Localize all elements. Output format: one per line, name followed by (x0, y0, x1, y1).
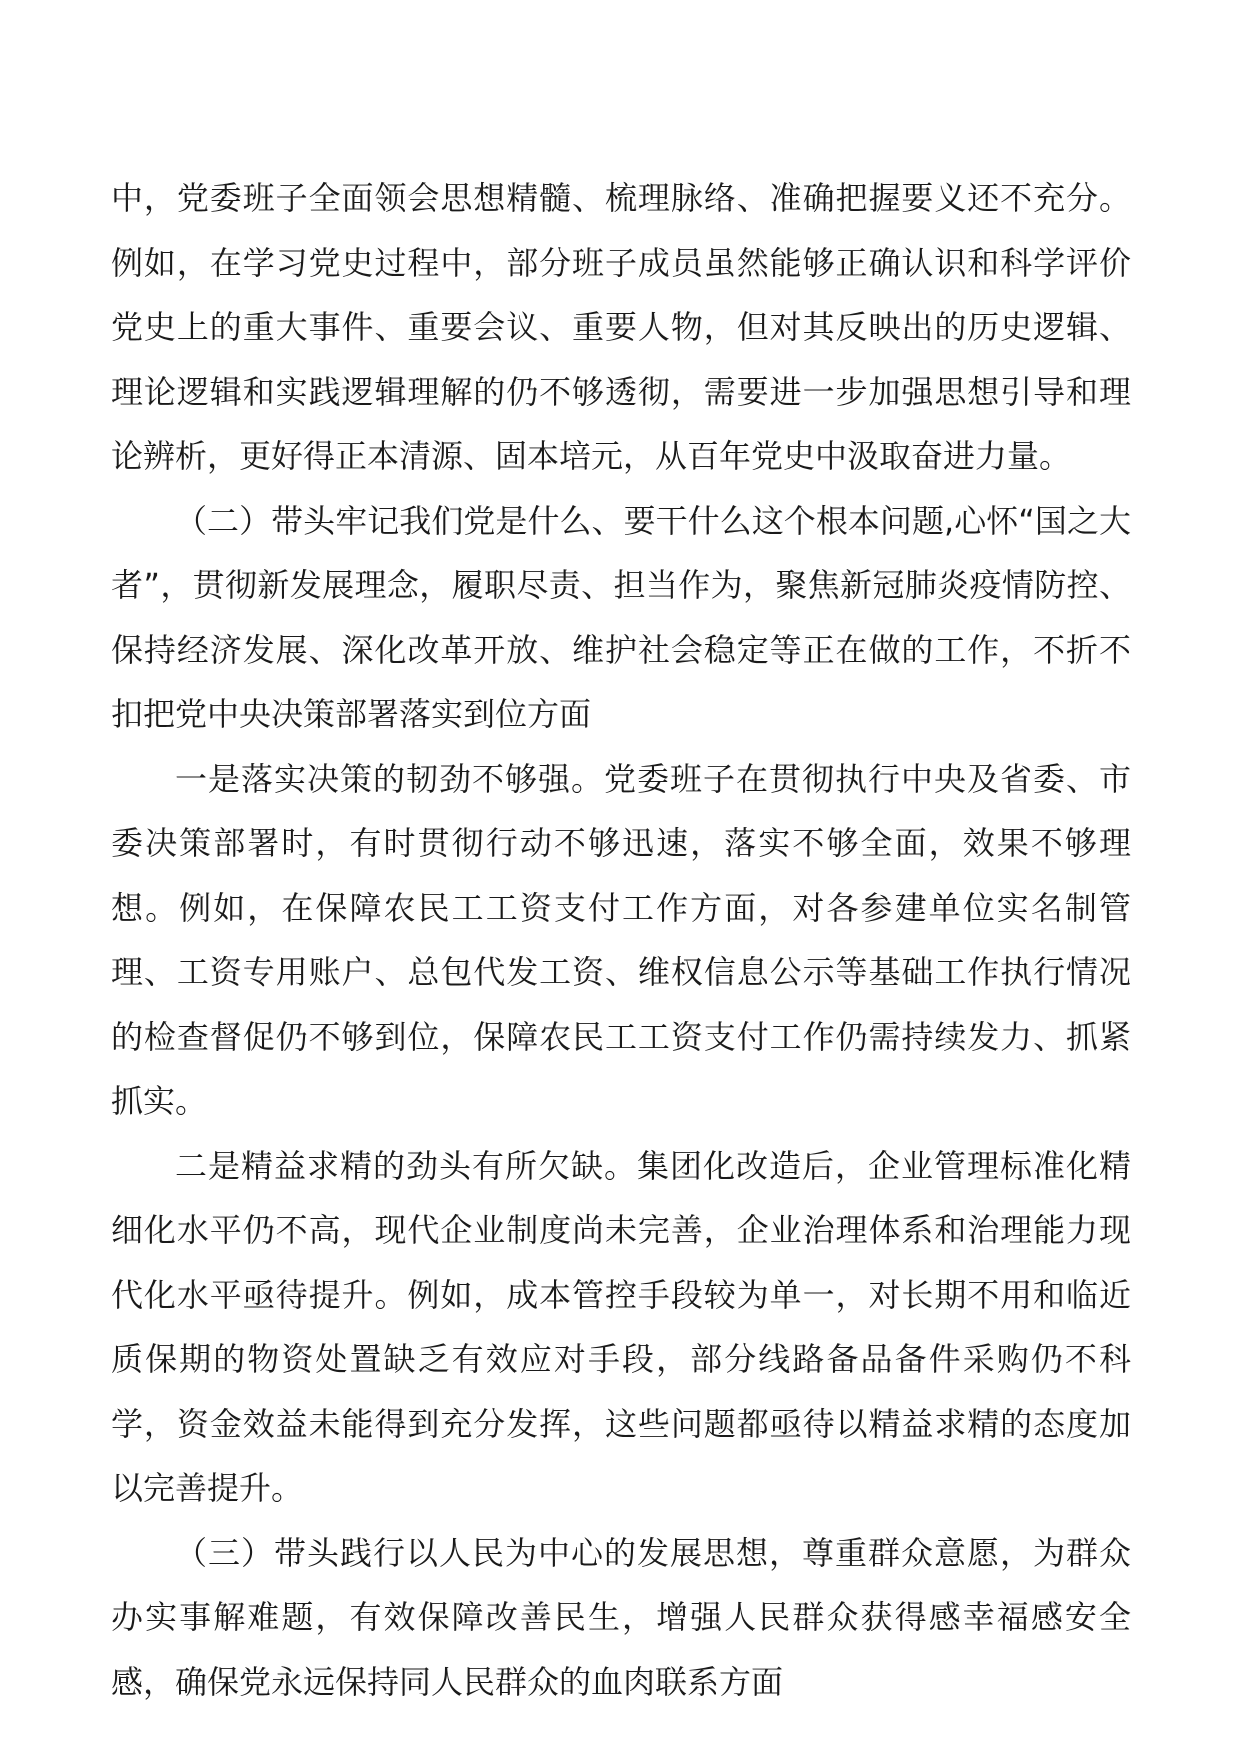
section-heading-2: （二）带头牢记我们党是什么、要干什么这个根本问题,心怀“国之大者”，贯彻新发展理念，履职尽责、担当作为，聚焦新冠肺炎疫情防控、保持经济发展、深化改革开放、维护社会稳定等正在做的工作，不折不扣把党中央决策部署落实到位方面 (111, 501, 1131, 733)
paragraph-point-1: 一是落实决策的韧劲不够强。党委班子在贯彻执行中央及省委、市委决策部署时，有时贯彻行动不够迅速，落实不够全面，效果不够理想。例如，在保障农民工工资支付工作方面，对各参建单位实名制管理、工资专用账户、总包代发工资、维权信息公示等基础工作执行情况的检查督促仍不够到位，保障农民工工资支付工作仍需持续发力、抓紧抓实。 (111, 759, 1131, 1120)
document-body (111, 166, 1131, 1714)
section-heading-3: （三）带头践行以人民为中心的发展思想，尊重群众意愿，为群众办实事解难题，有效保障改善民生，增强人民群众获得感幸福感安全感，确保党永远保持同人民群众的血肉联系方面 (111, 1533, 1131, 1701)
paragraph-point-2: 二是精益求精的劲头有所欠缺。集团化改造后，企业管理标准化精细化水平仍不高，现代企业制度尚未完善，企业治理体系和治理能力现代化水平亟待提升。例如，成本管控手段较为单一，对长期不用和临近质保期的物资处置缺乏有效应对手段，部分线路备品备件采购仍不科学，资金效益未能得到充分发挥，这些问题都亟待以精益求精的态度加以完善提升。 (111, 1146, 1131, 1507)
paragraph-continuation: 中，党委班子全面领会思想精髓、梳理脉络、准确把握要义还不充分。例如，在学习党史过程中，部分班子成员虽然能够正确认识和科学评价党史上的重大事件、重要会议、重要人物，但对其反映出的历史逻辑、理论逻辑和实践逻辑理解的仍不够透彻，需要进一步加强思想引导和理论辨析，更好得正本清源、固本培元，从百年党史中汲取奋进力量。 (111, 179, 1131, 475)
